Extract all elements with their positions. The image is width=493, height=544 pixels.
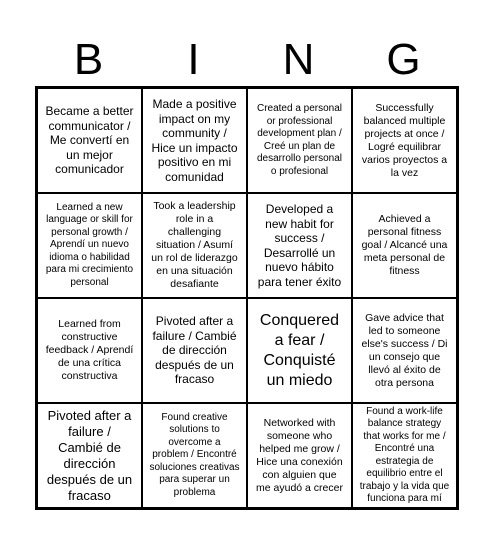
bingo-cell[interactable] bbox=[37, 193, 142, 298]
cell-text: Learned a new language or skill for personal growth / Aprendí un nuevo idioma o habilidad para mi crecimiento personal bbox=[45, 201, 134, 288]
header-letter-g: G bbox=[386, 35, 421, 84]
cell-text: Created a personal or professional development plan / Creé un plan de desarrollo personal o profesional bbox=[256, 103, 343, 177]
cell-text: Found creative solutions to overcome a problem / Encontré soluciones creativas para superar un problema bbox=[149, 411, 240, 498]
cell-text: Made a positive impact on my community / Hice un impacto positivo en mi comunidad bbox=[151, 97, 238, 184]
header-letter-n: N bbox=[282, 35, 315, 84]
bingo-cell[interactable] bbox=[247, 403, 352, 508]
bingo-cell[interactable] bbox=[352, 403, 457, 508]
cell-text: Pivoted after a failure / Cambié de dirección después de un fracaso bbox=[152, 314, 237, 387]
bingo-cell[interactable] bbox=[142, 88, 247, 193]
bingo-cell[interactable] bbox=[352, 88, 457, 193]
bingo-cell[interactable] bbox=[142, 403, 247, 508]
cell-text: Successfully balanced multiple projects at once / Logré equilibrar varios proyectos a la vez bbox=[361, 101, 448, 179]
header-letter-i: I bbox=[187, 35, 200, 84]
bingo-cell[interactable] bbox=[142, 298, 247, 403]
header-letter-b: B bbox=[73, 35, 104, 84]
cell-text: Pivoted after a failure / Cambié de dirección después de un fracaso bbox=[46, 407, 133, 503]
bingo-cell[interactable] bbox=[37, 403, 142, 508]
bingo-cell[interactable] bbox=[37, 88, 142, 193]
bingo-cell[interactable] bbox=[142, 193, 247, 298]
bingo-header bbox=[36, 34, 458, 86]
bingo-cell[interactable] bbox=[247, 193, 352, 298]
bingo-cell[interactable] bbox=[37, 298, 142, 403]
cell-text: Found a work-life balance strategy that works for me / Encontré una estrategia de equilibrio entre el trabajo y la vida que funciona para mí bbox=[359, 405, 450, 504]
bingo-grid bbox=[35, 86, 459, 510]
bingo-cell[interactable] bbox=[352, 298, 457, 403]
cell-text: Achieved a personal fitness goal / Alcancé una meta personal de fitness bbox=[361, 213, 448, 277]
cell-text: Learned from constructive feedback / Aprendí de una crítica constructiva bbox=[45, 318, 134, 382]
bingo-cell[interactable] bbox=[247, 88, 352, 193]
cell-text: Developed a new habit for success / Desarrollé un nuevo hábito para tener éxito bbox=[257, 202, 342, 289]
bingo-cell[interactable] bbox=[247, 298, 352, 403]
cell-text: Took a leadership role in a challenging situation / Asumí un rol de liderazgo en una situación desafiante bbox=[151, 200, 238, 290]
bingo-cell[interactable] bbox=[352, 193, 457, 298]
cell-text: Conquered a fear / Conquisté un miedo bbox=[259, 311, 340, 389]
cell-text: Became a better communicator / Me convertí en un mejor comunicador bbox=[45, 104, 134, 177]
cell-text: Networked with someone who helped me grow / Hice una conexión con alguien que me ayudó a crecer bbox=[256, 416, 343, 494]
cell-text: Gave advice that led to someone else's success / Di un consejo que llevó al éxito de otra persona bbox=[361, 311, 448, 389]
